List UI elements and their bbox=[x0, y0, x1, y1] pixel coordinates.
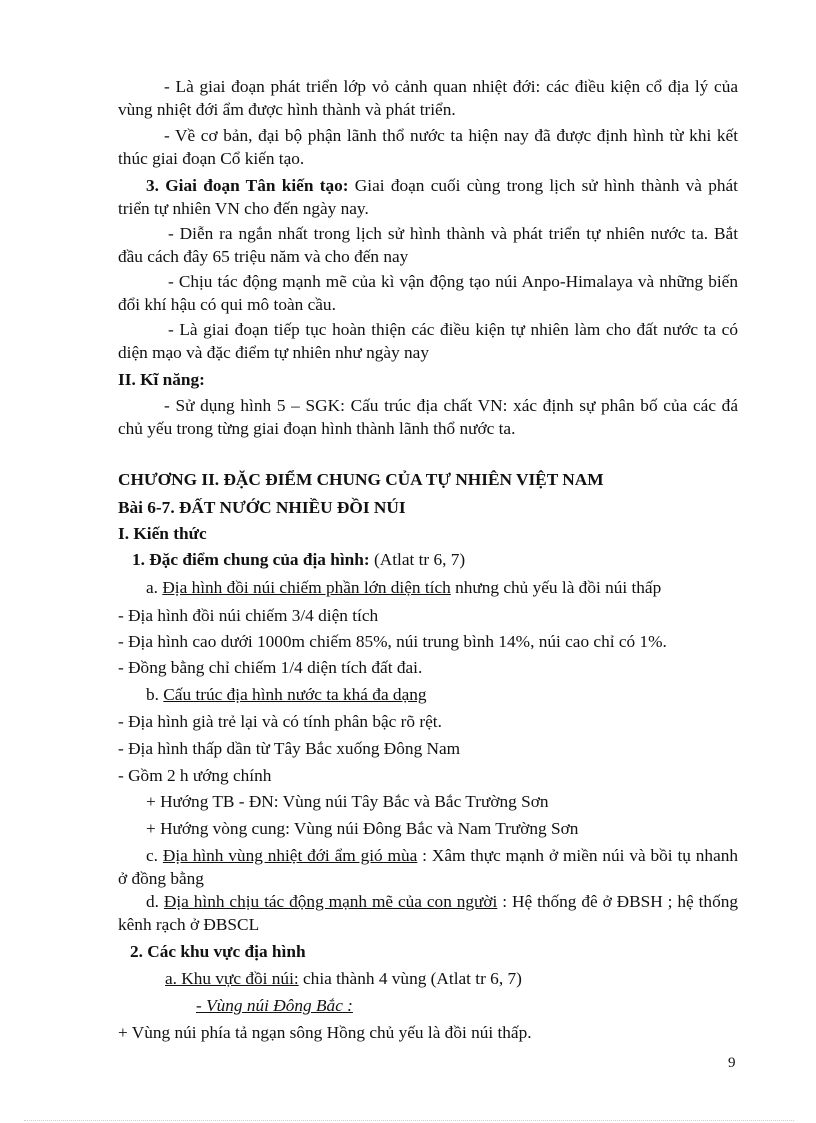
list-item-ta-ngan-song-hong: + Vùng núi phía tả ngạn sông Hồng chủ yếu là đồi núi thấp. bbox=[118, 1023, 532, 1042]
item-b-prefix: b. bbox=[146, 685, 164, 704]
item-a-rest: nhưng chủ yếu là đồi núi thấp bbox=[450, 578, 662, 597]
heading-dac-diem-chung bbox=[132, 548, 752, 571]
list-item-gia-tre-lai: - Địa hình già trẻ lại và có tính phân bậc rõ rệt. bbox=[118, 712, 442, 731]
item-khu-vuc-doi-nui-rest: chia thành 4 vùng (Atlat tr 6, 7) bbox=[298, 969, 522, 988]
section-heading-tan-kien-tao: 3. Giai đoạn Tân kiến tạo: bbox=[146, 176, 349, 195]
item-d-underlined: Địa hình chịu tác động mạnh mẽ của con người bbox=[163, 892, 498, 911]
list-item-huong-tb-dn: + Hướng TB - ĐN: Vùng núi Tây Bắc và Bắc Trường Sơn bbox=[146, 792, 549, 811]
heading-kien-thuc: I. Kiến thức bbox=[118, 524, 207, 543]
paragraph-su-dung-hinh: - Sử dụng hình 5 – SGK: Cấu trúc địa chất VN: xác định sự phân bố của các đá chủ yếu trong từng giai đoạn hình thành lãnh thổ nước ta. bbox=[118, 396, 738, 438]
page-number: 9 bbox=[728, 1055, 736, 1071]
paragraph-vo-canh-quan: - Là giai đoạn phát triển lớp vỏ cảnh quan nhiệt đới: các điều kiện cổ địa lý của vùng nhiệt đới ẩm được hình thành và phát triển. bbox=[118, 77, 738, 119]
item-c bbox=[118, 844, 738, 890]
item-a-prefix: a. bbox=[146, 578, 163, 597]
footer-divider bbox=[24, 1120, 794, 1121]
list-item-do-cao: - Địa hình cao dưới 1000m chiếm 85%, núi trung bình 14%, núi cao chỉ có 1%. bbox=[118, 632, 667, 651]
list-item-doi-nui: - Địa hình đồi núi chiếm 3/4 diện tích bbox=[118, 606, 379, 625]
paragraph-tan-kien-tao-body: Giai đoạn cuối cùng trong lịch sử hình thành và phát triển tự nhiên VN cho đến ngày nay. bbox=[118, 176, 738, 218]
item-d bbox=[118, 890, 738, 936]
item-khu-vuc-doi-nui-underlined: a. Khu vực đồi núi: bbox=[165, 969, 299, 988]
paragraph-dinh-hinh: - Về cơ bản, đại bộ phận lãnh thổ nước ta hiện nay đã được định hình từ khi kết thúc giai đoạn Cổ kiến tạo. bbox=[118, 126, 738, 168]
item-c-rest: : Xâm thực mạnh ở miền núi và bồi tụ nhanh ở đồng bằng bbox=[118, 846, 739, 888]
item-a bbox=[146, 576, 766, 599]
item-b-underlined: Cấu trúc địa hình nước ta khá đa dạng bbox=[163, 685, 427, 704]
list-item-dong-bang: - Đồng bằng chỉ chiếm 1/4 diện tích đất đai. bbox=[118, 658, 423, 677]
item-khu-vuc-doi-nui bbox=[165, 967, 785, 990]
item-c-underlined: Địa hình vùng nhiệt đới ẩm gió mùa bbox=[162, 846, 418, 865]
item-d-rest: : Hệ thống đê ở ĐBSH ; hệ thống kênh rạch ở ĐBSCL bbox=[118, 892, 738, 934]
lesson-heading: Bài 6-7. ĐẤT NƯỚC NHIỀU ĐỒI NÚI bbox=[118, 498, 406, 517]
list-item-gom-2-huong: - Gồm 2 h ướng chính bbox=[118, 766, 272, 785]
paragraph-dien-ra: - Diễn ra ngắn nhất trong lịch sử hình thành và phát triển tự nhiên nước ta. Bắt đầu cách đây 65 triệu năm và cho đến nay bbox=[118, 224, 738, 266]
paragraph-hoan-thien: - Là giai đoạn tiếp tục hoàn thiện các điều kiện tự nhiên làm cho đất nước ta có diện mạo và đặc điểm tự nhiên như ngày nay bbox=[118, 320, 738, 362]
paragraph-tan-kien-tao bbox=[118, 174, 738, 220]
atlat-reference: (Atlat tr 6, 7) bbox=[369, 550, 466, 569]
heading-cac-khu-vuc: 2. Các khu vực địa hình bbox=[130, 942, 306, 961]
item-c-prefix: c. bbox=[146, 846, 163, 865]
list-item-huong-vong-cung: + Hướng vòng cung: Vùng núi Đông Bắc và Nam Trường Sơn bbox=[146, 819, 579, 838]
item-d-prefix: d. bbox=[146, 892, 164, 911]
item-a-underlined: Địa hình đồi núi chiếm phần lớn diện tích bbox=[162, 578, 451, 597]
heading-dac-diem-chung-text: 1. Đặc điểm chung của địa hình: bbox=[132, 550, 370, 569]
list-item-thap-dan: - Địa hình thấp dần từ Tây Bắc xuống Đông Nam bbox=[118, 739, 461, 758]
heading-ki-nang: II. Kĩ năng: bbox=[118, 370, 205, 389]
item-b bbox=[146, 683, 766, 706]
chapter-heading: CHƯƠNG II. ĐẶC ĐIỂM CHUNG CỦA TỰ NHIÊN VIỆT NAM bbox=[118, 470, 604, 489]
paragraph-chiu-tac-dong: - Chịu tác động mạnh mẽ của kì vận động tạo núi Anpo-Himalaya và những biến đổi khí hậu có qui mô toàn cầu. bbox=[118, 272, 738, 314]
subheading-vung-nui-dong-bac: - Vùng núi Đông Bắc : bbox=[196, 996, 353, 1015]
